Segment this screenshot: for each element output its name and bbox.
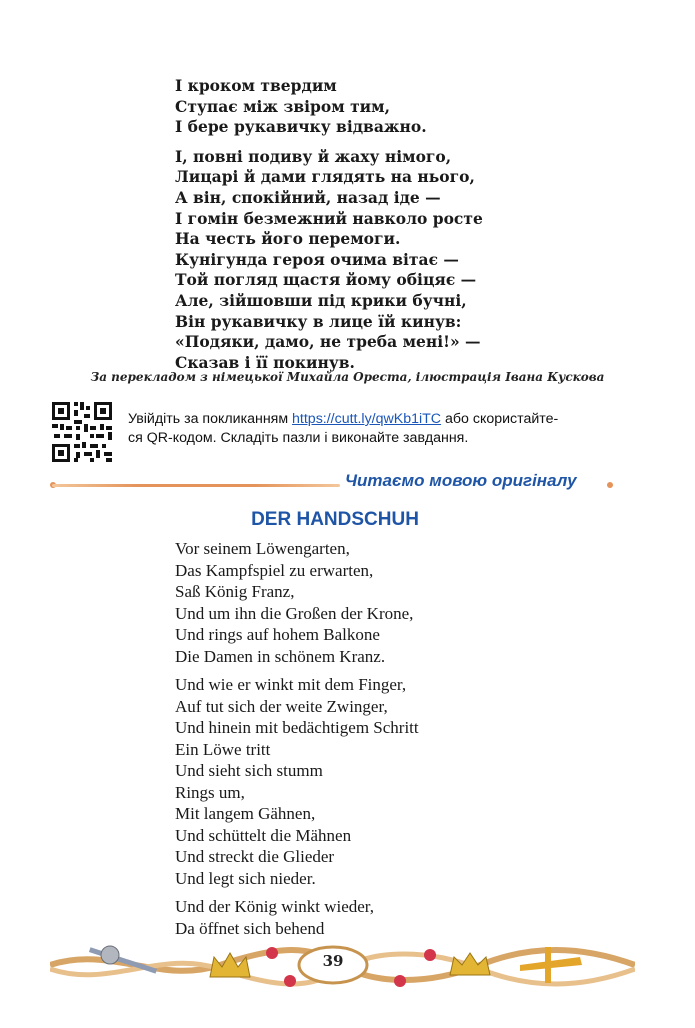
poem-line: Він рукавичку в лице їй кинув: (175, 311, 462, 331)
poem-line: Und wie er winkt mit dem Finger, (175, 675, 407, 694)
poem-line: Und streckt die Glieder (175, 847, 335, 866)
rose-icon (424, 949, 436, 961)
poem-line: Кунігунда героя очима вітає — (175, 249, 459, 269)
poem-line: Ступає між звіром тим, (175, 96, 391, 116)
poem-line: І, повні подиву й жаху німого, (175, 146, 452, 166)
poem-line: Сказав і її покинув. (175, 352, 355, 372)
german-poem (175, 538, 615, 939)
helmet-icon (101, 946, 119, 964)
rose-icon (284, 975, 296, 987)
ukrainian-poem-excerpt (175, 76, 615, 373)
section-heading: Читаємо мовою оригіналу (345, 471, 577, 490)
poem-line: Ein Löwe tritt (175, 739, 271, 759)
poem-line: Und rings auf hohem Balkone (175, 625, 380, 644)
rose-icon (394, 975, 406, 987)
qr-text-part: або скористайте- (441, 411, 559, 427)
poem-title: DER HANDSCHUH (251, 509, 419, 530)
poem-line: Und sieht sich stumm (175, 761, 323, 780)
translation-credit: За перекладом з німецької Михайла Ореста, ілюстрація Івана Кускова (90, 370, 605, 384)
poem-line: Mit langem Gähnen, (175, 804, 316, 823)
poem-line: Rings um, (175, 782, 245, 802)
poem-line: Und legt sich nieder. (175, 868, 316, 888)
poem-line: Лицарі й дами глядять на нього, (175, 167, 475, 187)
stanza-gap (175, 667, 615, 674)
poem-line: І бере рукавичку відважно. (175, 117, 427, 137)
poem-line: Das Kampfspiel zu erwarten, (175, 560, 374, 580)
poem-line: Той погляд щастя йому обіцяє — (175, 270, 477, 290)
poem-line: Але, зійшовши під крики бучні, (175, 290, 467, 310)
crown-icon (450, 953, 490, 975)
poem-line: Und schüttelt die Mähnen (175, 825, 352, 845)
poem-line: На честь його перемоги. (175, 229, 401, 249)
puzzle-link[interactable]: https://cutt.ly/qwKb1iTC (292, 411, 442, 427)
qr-text-part: Увійдіть за покликанням (128, 411, 293, 427)
poem-line: І кроком твердим (175, 76, 337, 95)
poem-line: Vor seinem Löwengarten, (175, 539, 350, 558)
qr-code-icon[interactable] (50, 400, 114, 464)
stanza-gap (175, 889, 615, 896)
qr-instruction-text (128, 410, 628, 448)
page-number: 39 (322, 952, 344, 970)
poem-line: Und um ihn die Großen der Krone, (175, 603, 414, 623)
stanza-gap (175, 138, 615, 147)
poem-line: Da öffnet sich behend (175, 918, 325, 938)
poem-line: Auf tut sich der weite Zwinger, (175, 696, 388, 716)
poem-line: «Подяки, дамо, не треба мені!» — (175, 332, 481, 352)
poem-line: Saß König Franz, (175, 582, 295, 601)
rose-icon (266, 947, 278, 959)
poem-line: Die Damen in schönem Kranz. (175, 646, 386, 666)
poem-line: Und hinein mit bedächtigem Schritt (175, 718, 419, 737)
poem-line: Und der König winkt wieder, (175, 897, 375, 916)
qr-text-line2: ся QR-кодом. Складіть пазли і виконайте завдання. (128, 430, 469, 446)
rule-dot (607, 482, 613, 488)
poem-line: А він, спокійний, назад іде — (175, 187, 441, 207)
section-divider (52, 484, 340, 487)
poem-line: І гомін безмежний навколо росте (175, 208, 483, 228)
